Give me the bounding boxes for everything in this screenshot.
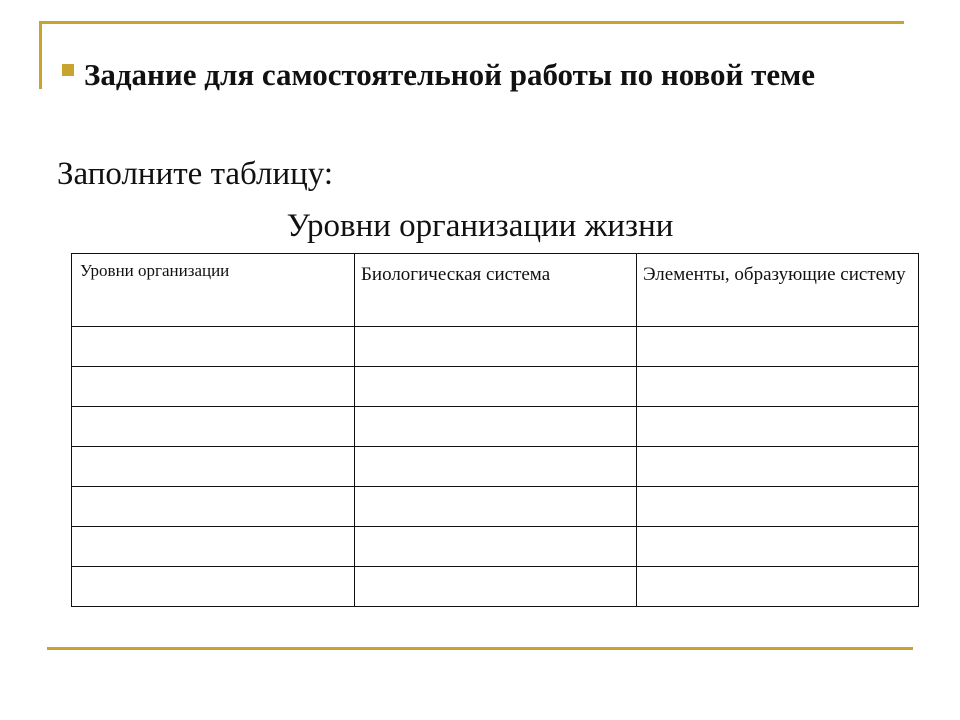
table-body (72, 327, 919, 607)
table-cell (72, 527, 355, 567)
table-cell (72, 327, 355, 367)
table-cell (355, 327, 637, 367)
column-header-system: Биологическая система (355, 254, 637, 327)
table-caption (0, 203, 960, 249)
column-header-elements: Элементы, образующие систему (637, 254, 919, 327)
table-row (72, 407, 919, 447)
table-row (72, 527, 919, 567)
table-cell (637, 487, 919, 527)
table-cell (355, 367, 637, 407)
task-block (62, 50, 902, 100)
task-text: Задание для самостоятельной работы по новой теме (84, 57, 816, 92)
table-cell (637, 567, 919, 607)
table-cell (637, 527, 919, 567)
table-cell (637, 447, 919, 487)
table-cell (72, 567, 355, 607)
table-cell (72, 367, 355, 407)
table-cell (355, 447, 637, 487)
left-accent-rule (39, 21, 42, 89)
table-cell (72, 407, 355, 447)
table-cell (637, 367, 919, 407)
table-row (72, 327, 919, 367)
table-cell (637, 407, 919, 447)
table-cell (355, 567, 637, 607)
table-cell (72, 487, 355, 527)
table-cell (355, 407, 637, 447)
bottom-rule (47, 647, 913, 650)
table-row (72, 367, 919, 407)
column-header-levels: Уровни организации (72, 254, 355, 327)
table-header-row (72, 254, 919, 327)
table-cell (72, 447, 355, 487)
table-row (72, 487, 919, 527)
instruction-text: Заполните таблицу: (57, 156, 334, 192)
table-cell (355, 527, 637, 567)
table-caption-text: Уровни организации жизни (286, 208, 674, 244)
top-rule (40, 21, 904, 24)
table-cell (637, 327, 919, 367)
table-row (72, 567, 919, 607)
table-cell (355, 487, 637, 527)
square-bullet-icon (62, 64, 74, 76)
table-row (72, 447, 919, 487)
levels-table (71, 253, 919, 607)
